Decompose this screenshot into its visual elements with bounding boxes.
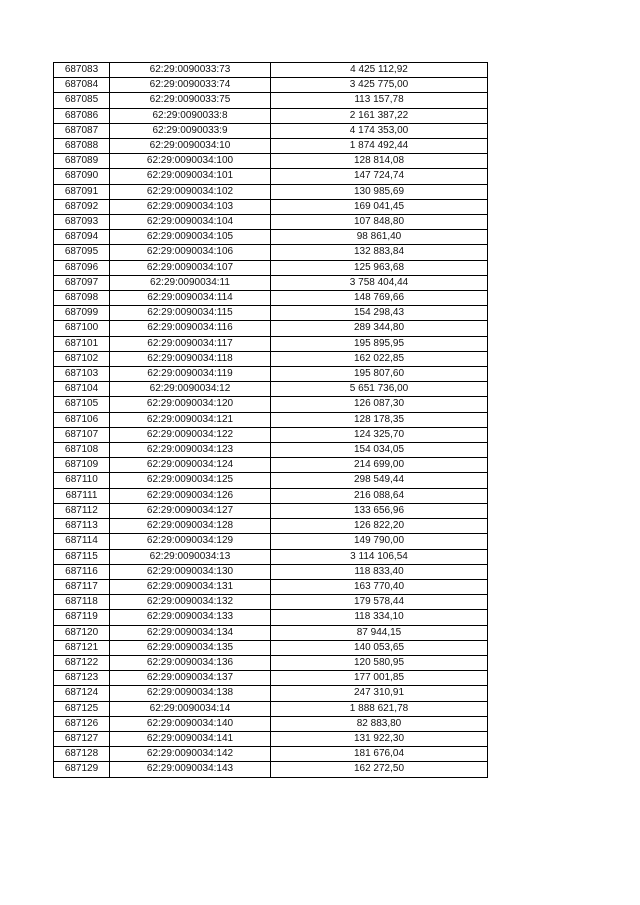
row-id-cell: 687092 (54, 199, 110, 214)
row-id-cell: 687097 (54, 275, 110, 290)
cadastral-number-cell: 62:29:0090034:115 (110, 306, 271, 321)
row-id-cell: 687096 (54, 260, 110, 275)
table-row (54, 701, 488, 716)
row-id-cell: 687086 (54, 108, 110, 123)
table-row (54, 108, 488, 123)
table-row (54, 564, 488, 579)
cadastral-number-cell: 62:29:0090033:9 (110, 123, 271, 138)
row-id-cell: 687127 (54, 731, 110, 746)
table-row (54, 625, 488, 640)
cadastral-number-cell: 62:29:0090034:116 (110, 321, 271, 336)
value-cell: 87 944,15 (271, 625, 488, 640)
table-row (54, 610, 488, 625)
table-row (54, 686, 488, 701)
row-id-cell: 687091 (54, 184, 110, 199)
row-id-cell: 687100 (54, 321, 110, 336)
cadastral-number-cell: 62:29:0090034:141 (110, 731, 271, 746)
table-row (54, 93, 488, 108)
table-row (54, 579, 488, 594)
table-row (54, 351, 488, 366)
row-id-cell: 687110 (54, 473, 110, 488)
row-id-cell: 687101 (54, 336, 110, 351)
value-cell: 133 656,96 (271, 503, 488, 518)
value-cell: 169 041,45 (271, 199, 488, 214)
row-id-cell: 687104 (54, 382, 110, 397)
value-cell: 128 814,08 (271, 154, 488, 169)
table-row (54, 321, 488, 336)
cadastral-number-cell: 62:29:0090034:11 (110, 275, 271, 290)
table-row (54, 336, 488, 351)
row-id-cell: 687129 (54, 762, 110, 777)
table-row (54, 716, 488, 731)
value-cell: 216 088,64 (271, 488, 488, 503)
value-cell: 4 174 353,00 (271, 123, 488, 138)
table-row (54, 519, 488, 534)
table-row (54, 306, 488, 321)
row-id-cell: 687094 (54, 230, 110, 245)
row-id-cell: 687117 (54, 579, 110, 594)
table-row (54, 655, 488, 670)
table-body (54, 63, 488, 778)
table-row (54, 731, 488, 746)
table-row (54, 549, 488, 564)
row-id-cell: 687114 (54, 534, 110, 549)
row-id-cell: 687099 (54, 306, 110, 321)
cadastral-number-cell: 62:29:0090033:74 (110, 78, 271, 93)
value-cell: 118 833,40 (271, 564, 488, 579)
value-cell: 120 580,95 (271, 655, 488, 670)
table-row (54, 534, 488, 549)
table-row (54, 184, 488, 199)
value-cell: 107 848,80 (271, 215, 488, 230)
value-cell: 214 699,00 (271, 458, 488, 473)
table-row (54, 123, 488, 138)
cadastral-number-cell: 62:29:0090034:100 (110, 154, 271, 169)
value-cell: 195 807,60 (271, 367, 488, 382)
row-id-cell: 687106 (54, 412, 110, 427)
cadastral-number-cell: 62:29:0090034:105 (110, 230, 271, 245)
cadastral-number-cell: 62:29:0090034:137 (110, 671, 271, 686)
cadastral-number-cell: 62:29:0090034:134 (110, 625, 271, 640)
row-id-cell: 687118 (54, 595, 110, 610)
value-cell: 98 861,40 (271, 230, 488, 245)
cadastral-number-cell: 62:29:0090034:130 (110, 564, 271, 579)
table-row (54, 488, 488, 503)
value-cell: 113 157,78 (271, 93, 488, 108)
value-cell: 177 001,85 (271, 671, 488, 686)
value-cell: 162 272,50 (271, 762, 488, 777)
table-row (54, 63, 488, 78)
value-cell: 181 676,04 (271, 747, 488, 762)
row-id-cell: 687088 (54, 139, 110, 154)
value-cell: 247 310,91 (271, 686, 488, 701)
cadastral-number-cell: 62:29:0090034:129 (110, 534, 271, 549)
cadastral-number-cell: 62:29:0090034:117 (110, 336, 271, 351)
cadastral-number-cell: 62:29:0090034:13 (110, 549, 271, 564)
row-id-cell: 687090 (54, 169, 110, 184)
cadastral-number-cell: 62:29:0090034:127 (110, 503, 271, 518)
cadastral-number-cell: 62:29:0090034:118 (110, 351, 271, 366)
cadastral-number-cell: 62:29:0090034:104 (110, 215, 271, 230)
table-row (54, 473, 488, 488)
value-cell: 124 325,70 (271, 427, 488, 442)
row-id-cell: 687125 (54, 701, 110, 716)
table-row (54, 260, 488, 275)
row-id-cell: 687108 (54, 443, 110, 458)
cadastral-number-cell: 62:29:0090034:131 (110, 579, 271, 594)
cadastral-number-cell: 62:29:0090034:106 (110, 245, 271, 260)
value-cell: 148 769,66 (271, 291, 488, 306)
cadastral-number-cell: 62:29:0090033:73 (110, 63, 271, 78)
value-cell: 298 549,44 (271, 473, 488, 488)
cadastral-number-cell: 62:29:0090033:8 (110, 108, 271, 123)
table-row (54, 367, 488, 382)
value-cell: 154 034,05 (271, 443, 488, 458)
table-row (54, 762, 488, 777)
value-cell: 131 922,30 (271, 731, 488, 746)
value-cell: 5 651 736,00 (271, 382, 488, 397)
table-row (54, 245, 488, 260)
table-row (54, 139, 488, 154)
cadastral-number-cell: 62:29:0090034:135 (110, 640, 271, 655)
value-cell: 2 161 387,22 (271, 108, 488, 123)
row-id-cell: 687083 (54, 63, 110, 78)
table-row (54, 503, 488, 518)
cadastral-number-cell: 62:29:0090034:138 (110, 686, 271, 701)
value-cell: 1 888 621,78 (271, 701, 488, 716)
row-id-cell: 687093 (54, 215, 110, 230)
table-row (54, 397, 488, 412)
value-cell: 1 874 492,44 (271, 139, 488, 154)
row-id-cell: 687105 (54, 397, 110, 412)
cadastral-number-cell: 62:29:0090034:114 (110, 291, 271, 306)
value-cell: 147 724,74 (271, 169, 488, 184)
cadastral-number-cell: 62:29:0090034:103 (110, 199, 271, 214)
table-row (54, 154, 488, 169)
cadastral-number-cell: 62:29:0090034:126 (110, 488, 271, 503)
row-id-cell: 687122 (54, 655, 110, 670)
row-id-cell: 687115 (54, 549, 110, 564)
table-row (54, 640, 488, 655)
value-cell: 82 883,80 (271, 716, 488, 731)
cadastral-number-cell: 62:29:0090034:143 (110, 762, 271, 777)
row-id-cell: 687098 (54, 291, 110, 306)
value-cell: 130 985,69 (271, 184, 488, 199)
table-row (54, 427, 488, 442)
table-row (54, 671, 488, 686)
value-cell: 3 114 106,54 (271, 549, 488, 564)
row-id-cell: 687112 (54, 503, 110, 518)
value-cell: 140 053,65 (271, 640, 488, 655)
cadastral-number-cell: 62:29:0090034:123 (110, 443, 271, 458)
cadastral-value-table (53, 62, 488, 778)
row-id-cell: 687107 (54, 427, 110, 442)
table-row (54, 275, 488, 290)
row-id-cell: 687119 (54, 610, 110, 625)
row-id-cell: 687084 (54, 78, 110, 93)
cadastral-number-cell: 62:29:0090034:132 (110, 595, 271, 610)
table-row (54, 458, 488, 473)
table-row (54, 412, 488, 427)
value-cell: 132 883,84 (271, 245, 488, 260)
value-cell: 128 178,35 (271, 412, 488, 427)
cadastral-number-cell: 62:29:0090034:142 (110, 747, 271, 762)
cadastral-number-cell: 62:29:0090034:125 (110, 473, 271, 488)
row-id-cell: 687121 (54, 640, 110, 655)
table-row (54, 215, 488, 230)
row-id-cell: 687087 (54, 123, 110, 138)
row-id-cell: 687102 (54, 351, 110, 366)
value-cell: 163 770,40 (271, 579, 488, 594)
cadastral-number-cell: 62:29:0090034:122 (110, 427, 271, 442)
row-id-cell: 687095 (54, 245, 110, 260)
row-id-cell: 687123 (54, 671, 110, 686)
cadastral-number-cell: 62:29:0090034:133 (110, 610, 271, 625)
table-row (54, 291, 488, 306)
cadastral-number-cell: 62:29:0090034:119 (110, 367, 271, 382)
table-row (54, 230, 488, 245)
row-id-cell: 687128 (54, 747, 110, 762)
row-id-cell: 687111 (54, 488, 110, 503)
cadastral-number-cell: 62:29:0090034:140 (110, 716, 271, 731)
value-cell: 195 895,95 (271, 336, 488, 351)
cadastral-number-cell: 62:29:0090034:101 (110, 169, 271, 184)
value-cell: 4 425 112,92 (271, 63, 488, 78)
cadastral-number-cell: 62:29:0090034:120 (110, 397, 271, 412)
cadastral-number-cell: 62:29:0090034:128 (110, 519, 271, 534)
value-cell: 3 425 775,00 (271, 78, 488, 93)
row-id-cell: 687085 (54, 93, 110, 108)
table-row (54, 169, 488, 184)
row-id-cell: 687124 (54, 686, 110, 701)
table-row (54, 78, 488, 93)
value-cell: 118 334,10 (271, 610, 488, 625)
cadastral-number-cell: 62:29:0090034:12 (110, 382, 271, 397)
cadastral-number-cell: 62:29:0090034:14 (110, 701, 271, 716)
row-id-cell: 687089 (54, 154, 110, 169)
value-cell: 3 758 404,44 (271, 275, 488, 290)
value-cell: 149 790,00 (271, 534, 488, 549)
cadastral-number-cell: 62:29:0090034:102 (110, 184, 271, 199)
cadastral-number-cell: 62:29:0090033:75 (110, 93, 271, 108)
cadastral-number-cell: 62:29:0090034:136 (110, 655, 271, 670)
value-cell: 162 022,85 (271, 351, 488, 366)
table-row (54, 443, 488, 458)
value-cell: 179 578,44 (271, 595, 488, 610)
value-cell: 126 087,30 (271, 397, 488, 412)
row-id-cell: 687126 (54, 716, 110, 731)
value-cell: 289 344,80 (271, 321, 488, 336)
row-id-cell: 687103 (54, 367, 110, 382)
table-row (54, 382, 488, 397)
row-id-cell: 687113 (54, 519, 110, 534)
table-row (54, 199, 488, 214)
cadastral-number-cell: 62:29:0090034:121 (110, 412, 271, 427)
table-row (54, 595, 488, 610)
row-id-cell: 687120 (54, 625, 110, 640)
row-id-cell: 687116 (54, 564, 110, 579)
value-cell: 126 822,20 (271, 519, 488, 534)
cadastral-number-cell: 62:29:0090034:124 (110, 458, 271, 473)
row-id-cell: 687109 (54, 458, 110, 473)
table-row (54, 747, 488, 762)
value-cell: 125 963,68 (271, 260, 488, 275)
cadastral-number-cell: 62:29:0090034:10 (110, 139, 271, 154)
value-cell: 154 298,43 (271, 306, 488, 321)
cadastral-number-cell: 62:29:0090034:107 (110, 260, 271, 275)
